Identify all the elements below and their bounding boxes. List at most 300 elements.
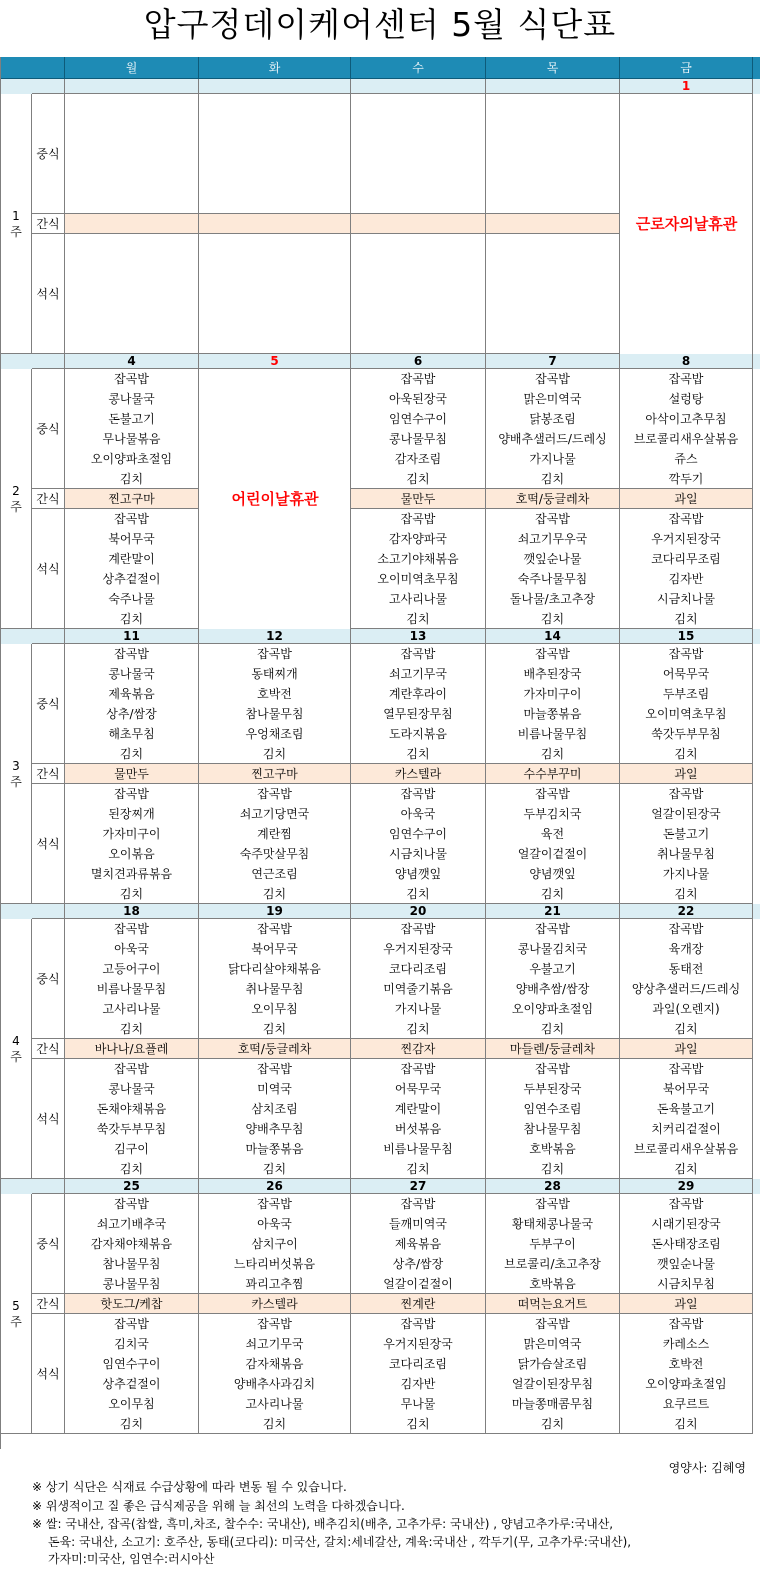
menu-item: 미역국 [257,1082,292,1096]
menu-item: 동태찌개 [251,667,298,681]
menu-item: 양배추사과김치 [233,1377,316,1391]
snack-cell: 찐계란 [351,1294,486,1314]
menu-item: 과일(오렌지) [652,1002,720,1016]
menu-item: 김치 [406,472,430,486]
menu-item: 김구이 [114,1142,149,1156]
date-cell: 5 [199,354,351,369]
date-cell: 22 [620,904,753,919]
menu-item: 잡곡밥 [400,1062,436,1076]
menu-item: 김치 [674,1162,698,1176]
menu-item: 미역줄기볶음 [383,982,453,996]
menu-item: 육개장 [668,942,704,956]
menu-item: 어묵무국 [394,1082,442,1096]
dinner-cell [199,1059,351,1179]
menu-item: 동태전 [668,962,704,976]
menu-item: 김치 [674,887,698,901]
table-left-border [0,57,1,1449]
footer-note: ※ 쌀: 국내산, 잡곡(찹쌀, 흑미,차조, 찰수수: 국내산), 배추김치(배추, 고추가루: 국내산) , 양념고추가루:국내산, [32,1517,614,1531]
menu-item: 브로콜리새우살볶음 [633,1142,739,1156]
menu-item: 잡곡밥 [114,922,149,936]
menu-item: 우엉채조림 [245,727,304,741]
menu-item: 브로콜리새우살볶음 [633,432,739,446]
menu-item: 계란찜 [257,827,292,841]
menu-item: 맑은미역국 [523,392,582,406]
lunch-label: 중식 [32,94,65,214]
menu-item: 시금치나물 [389,847,447,861]
menu-item: 쇠고기당면국 [239,807,310,821]
menu-item: 김치 [119,1417,144,1431]
snack-row [0,764,760,784]
menu-item: 잡곡밥 [535,922,570,936]
date-cell [486,79,620,94]
lunch-cell [620,919,753,1039]
snack-label: 간식 [32,764,65,784]
week-label-char: 5 [12,1299,20,1313]
lunch-cell [351,369,486,489]
menu-item: 참나물무침 [102,1257,161,1271]
lunch-row [0,644,760,764]
menu-item: 계란후라이 [389,687,447,701]
menu-item: 잡곡밥 [257,1197,292,1211]
menu-item: 해초무침 [108,727,155,741]
snack-label: 간식 [32,1294,65,1314]
menu-item: 김치 [262,887,287,901]
menu-item: 시금치나물 [657,592,715,606]
menu-item: 가자미구이 [523,687,582,701]
menu-item: 김치 [674,1417,698,1431]
menu-item: 김치 [674,747,698,761]
dinner-cell [65,1059,199,1179]
menu-item: 잡곡밥 [535,1197,570,1211]
snack-cell [199,214,351,234]
menu-item: 가지나물 [662,867,710,881]
menu-item: 오이양파초절임 [645,1377,727,1391]
menu-item: 돈불고기 [662,827,710,841]
menu-item: 돈사태장조림 [651,1237,721,1251]
date-row-label [32,1179,65,1194]
menu-item: 김치 [262,1417,287,1431]
lunch-cell [351,644,486,764]
menu-item: 제육볶음 [108,687,155,701]
snack-row [0,1039,760,1059]
menu-item: 취나물무침 [245,982,304,996]
menu-item: 임연수구이 [389,827,447,841]
date-cell: 6 [351,354,486,369]
menu-item: 얼갈이된장무침 [511,1377,594,1391]
menu-item: 김치 [406,1417,430,1431]
lunch-cell [65,94,199,214]
snack-cell [351,214,486,234]
menu-item: 잡곡밥 [114,1317,149,1331]
menu-item: 아욱국 [400,807,436,821]
menu-item: 김치 [674,612,698,626]
menu-item: 계란말이 [394,1102,442,1116]
week-label-char: 주 [10,225,22,239]
menu-item: 쇠고기배추국 [96,1217,167,1231]
menu-item: 마늘쫑매콤무침 [511,1397,594,1411]
menu-item: 잡곡밥 [668,1317,704,1331]
date-cell: 15 [620,629,753,644]
menu-item: 돈불고기 [108,412,155,426]
menu-item: 오이양파초절임 [511,1002,594,1016]
menu-item: 얼갈이겉절이 [517,847,588,861]
snack-label: 간식 [32,1039,65,1059]
menu-item: 얼갈이겉절이 [383,1277,453,1291]
menu-item: 어묵무국 [662,667,710,681]
date-cell: 18 [65,904,199,919]
lunch-cell [65,919,199,1039]
snack-cell: 찐고구마 [65,489,199,509]
snack-cell: 과일 [620,1294,753,1314]
menu-item: 설렁탕 [668,392,704,406]
menu-item: 잡곡밥 [535,1317,570,1331]
week-label-char: 주 [10,1315,22,1329]
lunch-cell [620,1194,753,1294]
date-cell: 25 [65,1179,199,1194]
dinner-cell [486,1314,620,1434]
menu-item: 가지나물 [529,452,576,466]
menu-item: 배추된장국 [523,667,582,681]
menu-item: 닭다리살야채볶음 [228,962,321,976]
dinner-cell [351,1059,486,1179]
footer-note: 돈육: 국내산, 소고기: 호주산, 동태(코다리): 미국산, 갈치:세네갈산, 계육:국내산 , 깍두기(무, 고추가루:국내산), [48,1535,632,1549]
menu-item: 잡곡밥 [535,1062,570,1076]
menu-item: 코다리무조림 [651,552,721,566]
date-cell: 13 [351,629,486,644]
menu-item: 시래기된장국 [651,1217,721,1231]
dietitian-signature: 영양사: 김혜영 [668,1461,746,1475]
menu-item: 김치 [119,1162,144,1176]
menu-item: 두부김치국 [523,807,582,821]
menu-item: 두부조림 [662,687,710,701]
dinner-cell [65,784,199,904]
date-cell [199,79,351,94]
lunch-row [0,919,760,1039]
lunch-cell [620,369,753,489]
menu-item: 오이양파초절임 [90,452,173,466]
menu-item: 고사리나물 [389,592,447,606]
menu-item: 잡곡밥 [114,372,149,386]
menu-item: 비름나물무침 [517,727,588,741]
menu-item: 참나물무침 [523,1122,582,1136]
menu-item: 호박전 [257,687,292,701]
dinner-cell [199,234,351,354]
menu-item: 숙주나물 [108,592,155,606]
lunch-cell [486,1194,620,1294]
menu-item: 가자미구이 [102,827,161,841]
snack-cell: 호떡/둥글레차 [199,1039,351,1059]
menu-item: 잡곡밥 [257,1062,292,1076]
menu-item: 잡곡밥 [400,787,436,801]
menu-item: 감자채야채볶음 [90,1237,173,1251]
lunch-cell [351,1194,486,1294]
menu-item: 잡곡밥 [400,1317,436,1331]
menu-item: 들깨미역국 [389,1217,447,1231]
menu-item: 잡곡밥 [257,1317,292,1331]
menu-item: 오이무침 [108,1397,155,1411]
dinner-cell [486,1059,620,1179]
menu-item: 깍두기 [668,472,704,486]
lunch-cell [65,1194,199,1294]
menu-item: 깻잎순나물 [523,552,582,566]
lunch-cell [486,94,620,214]
date-cell: 26 [199,1179,351,1194]
snack-cell [65,214,199,234]
menu-item: 콩나물김치국 [517,942,588,956]
menu-item: 쑥갓두부무침 [96,1122,167,1136]
dinner-cell [486,784,620,904]
menu-item: 양배추쌈/쌈장 [515,982,590,996]
date-row [0,79,760,94]
menu-item: 김치 [119,1022,144,1036]
dinner-cell [486,509,620,629]
menu-item: 아욱된장국 [389,392,447,406]
menu-item: 카레소스 [662,1337,710,1351]
menu-item: 김치 [119,887,144,901]
lunch-cell [65,369,199,489]
menu-item: 두부구이 [529,1237,576,1251]
dinner-label: 석식 [32,509,65,629]
menu-item: 김치국 [114,1337,149,1351]
menu-item: 콩나물국 [108,667,155,681]
menu-item: 양념깻잎 [394,867,442,881]
menu-item: 잡곡밥 [400,372,436,386]
menu-item: 고사리나물 [102,1002,161,1016]
menu-item: 아욱국 [114,942,149,956]
menu-item: 계란말이 [108,552,155,566]
date-cell [65,79,199,94]
menu-item: 참나물무침 [245,707,304,721]
snack-cell: 마들렌/둥글레차 [486,1039,620,1059]
weekday-header: 목 [486,57,620,79]
menu-item: 북어무국 [251,942,298,956]
weekday-header: 화 [199,57,351,79]
date-cell: 27 [351,1179,486,1194]
menu-item: 잡곡밥 [535,787,570,801]
dinner-cell [351,234,486,354]
menu-item: 김치 [540,1417,565,1431]
dinner-cell [65,234,199,354]
date-row [0,354,760,369]
menu-item: 숙주맛살무침 [239,847,310,861]
lunch-label: 중식 [32,919,65,1039]
menu-item: 상추/쌈장 [106,707,157,721]
menu-item: 김치 [674,1022,698,1036]
menu-item: 북어무국 [662,1082,710,1096]
menu-item: 콩나물무침 [389,432,447,446]
menu-item: 잡곡밥 [400,1197,436,1211]
menu-item: 임연수조림 [523,1102,582,1116]
menu-item: 쑥갓두부무침 [651,727,721,741]
lunch-cell [351,919,486,1039]
menu-item: 오이볶음 [108,847,155,861]
date-cell: 11 [65,629,199,644]
snack-row [0,489,760,509]
snack-cell: 떠먹는요거트 [486,1294,620,1314]
weekday-header: 금 [620,57,753,79]
menu-item: 돈육불고기 [657,1102,715,1116]
menu-item: 김치 [406,612,430,626]
lunch-cell [199,919,351,1039]
snack-cell [486,214,620,234]
snack-cell: 핫도그/케찹 [65,1294,199,1314]
menu-item: 도라지볶음 [389,727,447,741]
menu-item: 양상추샐러드/드레싱 [631,982,741,996]
snack-cell: 수수부꾸미 [486,764,620,784]
menu-item: 콩나물국 [108,392,155,406]
menu-item: 꽈리고추찜 [245,1277,304,1291]
snack-cell: 카스텔라 [351,764,486,784]
menu-item: 상추/쌈장 [392,1257,444,1271]
menu-item: 북어무국 [108,532,155,546]
dinner-cell [65,509,199,629]
menu-item: 브로콜리/초고추장 [504,1257,601,1271]
menu-item: 닭봉조림 [529,412,576,426]
footer-note: ※ 위생적이고 질 좋은 급식제공을 위해 늘 최선의 노력을 다하겠습니다. [32,1499,405,1513]
snack-cell: 카스텔라 [199,1294,351,1314]
date-row [0,629,760,644]
lunch-cell [351,94,486,214]
menu-item: 된장찌개 [108,807,155,821]
lunch-row [0,1194,760,1294]
menu-item: 숙주나물무침 [517,572,588,586]
snack-cell: 과일 [620,489,753,509]
date-row-label [32,79,65,94]
menu-item: 오이무침 [251,1002,298,1016]
menu-item: 비름나물무침 [383,1142,453,1156]
dinner-cell [486,234,620,354]
date-cell: 12 [199,629,351,644]
menu-item: 열무된장무침 [383,707,453,721]
menu-item: 감자양파국 [389,532,447,546]
menu-item: 잡곡밥 [114,1197,149,1211]
snack-cell: 찐고구마 [199,764,351,784]
lunch-label: 중식 [32,1194,65,1294]
dinner-cell [620,784,753,904]
menu-item: 황태채콩나물국 [511,1217,594,1231]
dinner-cell [351,784,486,904]
dinner-label: 석식 [32,1314,65,1434]
menu-item: 얼갈이된장국 [651,807,721,821]
menu-item: 아욱국 [257,1217,292,1231]
dinner-cell [199,1314,351,1434]
lunch-cell [199,644,351,764]
menu-item: 잡곡밥 [668,512,704,526]
menu-item: 잡곡밥 [257,647,292,661]
lunch-row [0,369,760,489]
dinner-cell [620,1314,753,1434]
menu-item: 호박볶음 [529,1277,576,1291]
dinner-cell [65,1314,199,1434]
menu-item: 잡곡밥 [114,647,149,661]
menu-item: 삼치구이 [251,1237,298,1251]
menu-item: 김치 [406,1162,430,1176]
menu-item: 임연수구이 [102,1357,161,1371]
snack-cell: 찐감자 [351,1039,486,1059]
week-label-char: 주 [10,1050,22,1064]
week-label-char: 주 [10,775,22,789]
menu-item: 취나물무침 [657,847,715,861]
dinner-row [0,784,760,904]
lunch-cell [65,644,199,764]
menu-item: 잡곡밥 [535,512,570,526]
menu-item: 김치 [262,747,287,761]
menu-item: 무나물 [400,1397,436,1411]
menu-item: 고사리나물 [245,1397,304,1411]
menu-item: 쇠고기무국 [245,1337,304,1351]
date-cell: 1 [620,79,753,94]
menu-item: 감자채볶음 [245,1357,304,1371]
lunch-cell [486,369,620,489]
menu-item: 상추겉절이 [102,572,161,586]
date-cell: 14 [486,629,620,644]
menu-item: 김치 [406,747,430,761]
menu-item: 김치 [262,1022,287,1036]
dinner-cell [620,1059,753,1179]
menu-item: 잡곡밥 [114,787,149,801]
menu-item: 임연수구이 [389,412,447,426]
menu-item: 무나물볶음 [102,432,161,446]
dinner-label: 석식 [32,784,65,904]
menu-item: 김치 [119,747,144,761]
menu-item: 마늘쫑볶음 [245,1142,304,1156]
snack-row [0,1294,760,1314]
menu-item: 아삭이고추무침 [645,412,727,426]
menu-item: 오이미역초무침 [645,707,727,721]
lunch-label: 중식 [32,369,65,489]
menu-item: 쇠고기무국 [389,667,447,681]
week-label-char: 3 [12,759,20,773]
menu-item: 잡곡밥 [257,787,292,801]
menu-item: 잡곡밥 [114,512,149,526]
date-cell: 20 [351,904,486,919]
menu-item: 잡곡밥 [668,1062,704,1076]
dinner-label: 석식 [32,1059,65,1179]
menu-item: 김치 [119,472,144,486]
menu-item: 김치 [406,887,430,901]
menu-item: 코다리조림 [389,962,447,976]
date-cell: 4 [65,354,199,369]
menu-item: 김치 [119,612,144,626]
date-row-label [32,629,65,644]
menu-item: 콩나물무침 [102,1277,161,1291]
menu-item: 잡곡밥 [668,787,704,801]
snack-cell: 과일 [620,764,753,784]
menu-item: 김자반 [668,572,704,586]
snack-cell: 호떡/둥글레차 [486,489,620,509]
menu-item: 깻잎순나물 [657,1257,715,1271]
snack-label: 간식 [32,214,65,234]
menu-item: 김치 [406,1022,430,1036]
menu-item: 잡곡밥 [668,647,704,661]
menu-item: 호박볶음 [529,1142,576,1156]
menu-item: 잡곡밥 [400,922,436,936]
menu-item: 김치 [540,1022,565,1036]
footer-note: ※ 상기 식단은 식재료 수급상황에 따라 변동 될 수 있습니다. [32,1480,347,1494]
weekday-header-row [0,57,760,79]
menu-item: 양배추무침 [245,1122,304,1136]
menu-item: 치커리겉절이 [651,1122,721,1136]
week-label-char: 1 [12,209,20,223]
menu-item: 느타리버섯볶음 [233,1257,316,1271]
menu-item: 김자반 [400,1377,436,1391]
menu-item: 감자조림 [394,452,442,466]
menu-item: 잡곡밥 [400,512,436,526]
menu-item: 우거지된장국 [651,532,721,546]
week-label-char: 2 [12,484,20,498]
menu-item: 양념깻잎 [529,867,576,881]
menu-item: 마늘쫑볶음 [523,707,582,721]
